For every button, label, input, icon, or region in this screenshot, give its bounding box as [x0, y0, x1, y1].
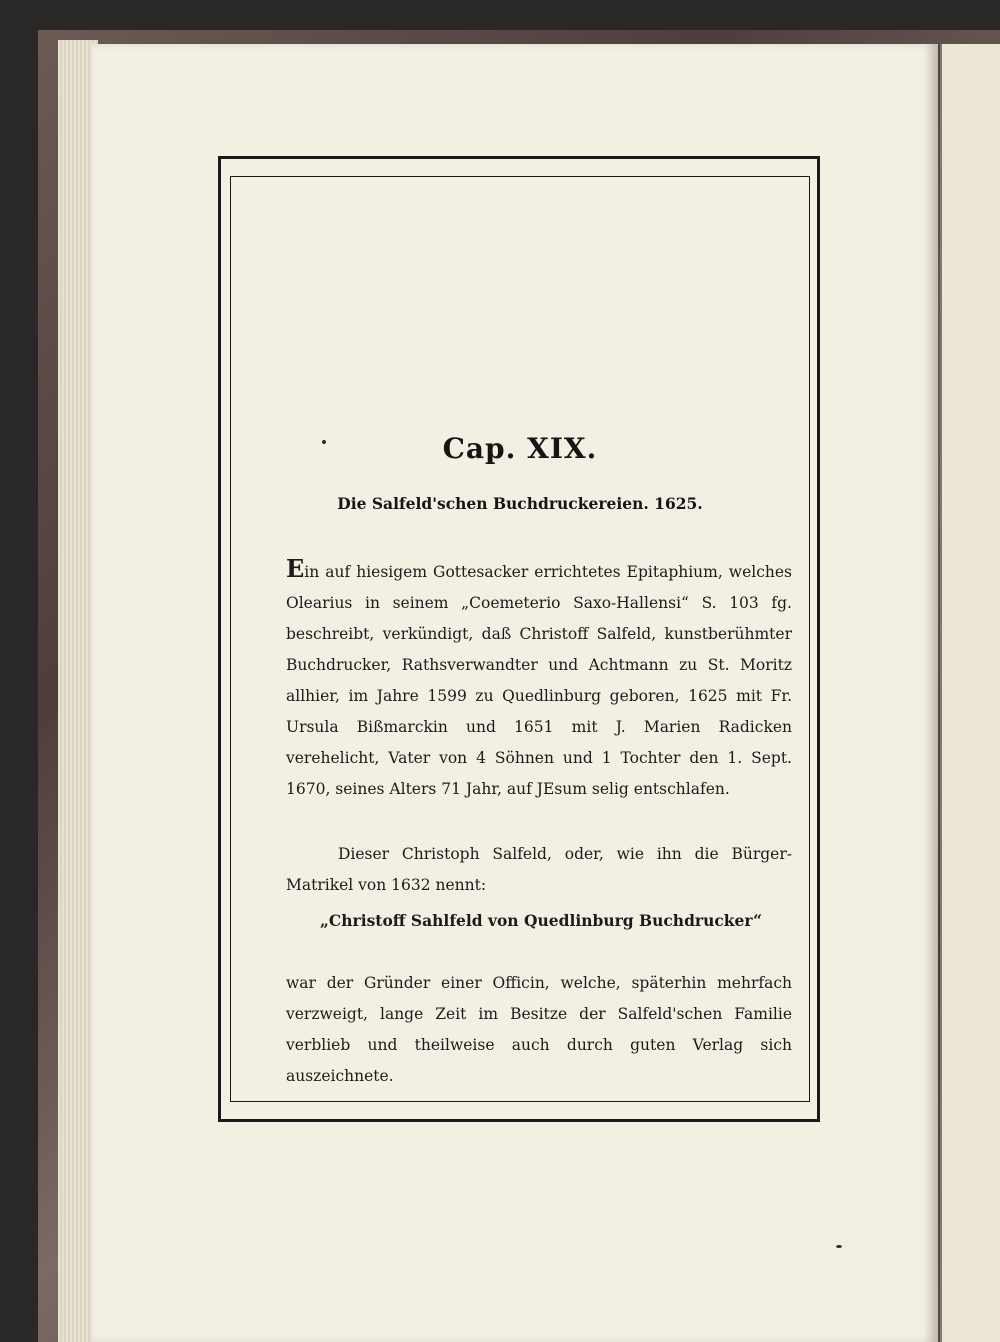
facing-page-edge — [940, 44, 1000, 1342]
quotation: „Christoff Sahlfeld von Quedlinburg Buchdrucker“ — [320, 911, 763, 930]
chapter-subheading: Die Salfeld'schen Buchdruckereien. 1625. — [337, 494, 703, 513]
paragraph-2: Dieser Christoph Salfeld, oder, wie ihn die Bürger-Matrikel von 1632 nennt: — [286, 845, 792, 894]
spine-shadow — [924, 44, 942, 1342]
ink-speck — [836, 1245, 842, 1248]
paragraph-1 — [286, 554, 792, 805]
paragraph-3: war der Gründer einer Officin, welche, späterhin mehrfach verzweigt, lange Zeit im Besitze der Salfeld'schen Familie verblieb und theilweise auch durch guten Verlag sich auszeichnete. — [286, 974, 792, 1085]
ink-speck — [322, 440, 326, 444]
drop-cap: E — [286, 554, 305, 583]
paragraph-1-text: in auf hiesigem Gottesacker errichtetes Epitaphium, welches Olearius in seinem „Coemeterio Saxo-Hallensi“ S. 103 fg. beschreibt, verkündigt, daß Christoff Salfeld, kunstberühmter Buchdrucker, Rathsverwandter und Achtmann zu St. Moritz allhier, im Jahre 1599 zu Quedlinburg geboren, 1625 mit Fr. Ursula Bißmarckin und 1651 mit J. Marien Radicken verehelicht, Vater von 4 Söhnen und 1 Tochter den 1. Sept. 1670, seines Alters 71 Jahr, auf JEsum selig entschlafen. — [286, 563, 792, 798]
chapter-heading: Cap. XIX. — [442, 432, 598, 465]
